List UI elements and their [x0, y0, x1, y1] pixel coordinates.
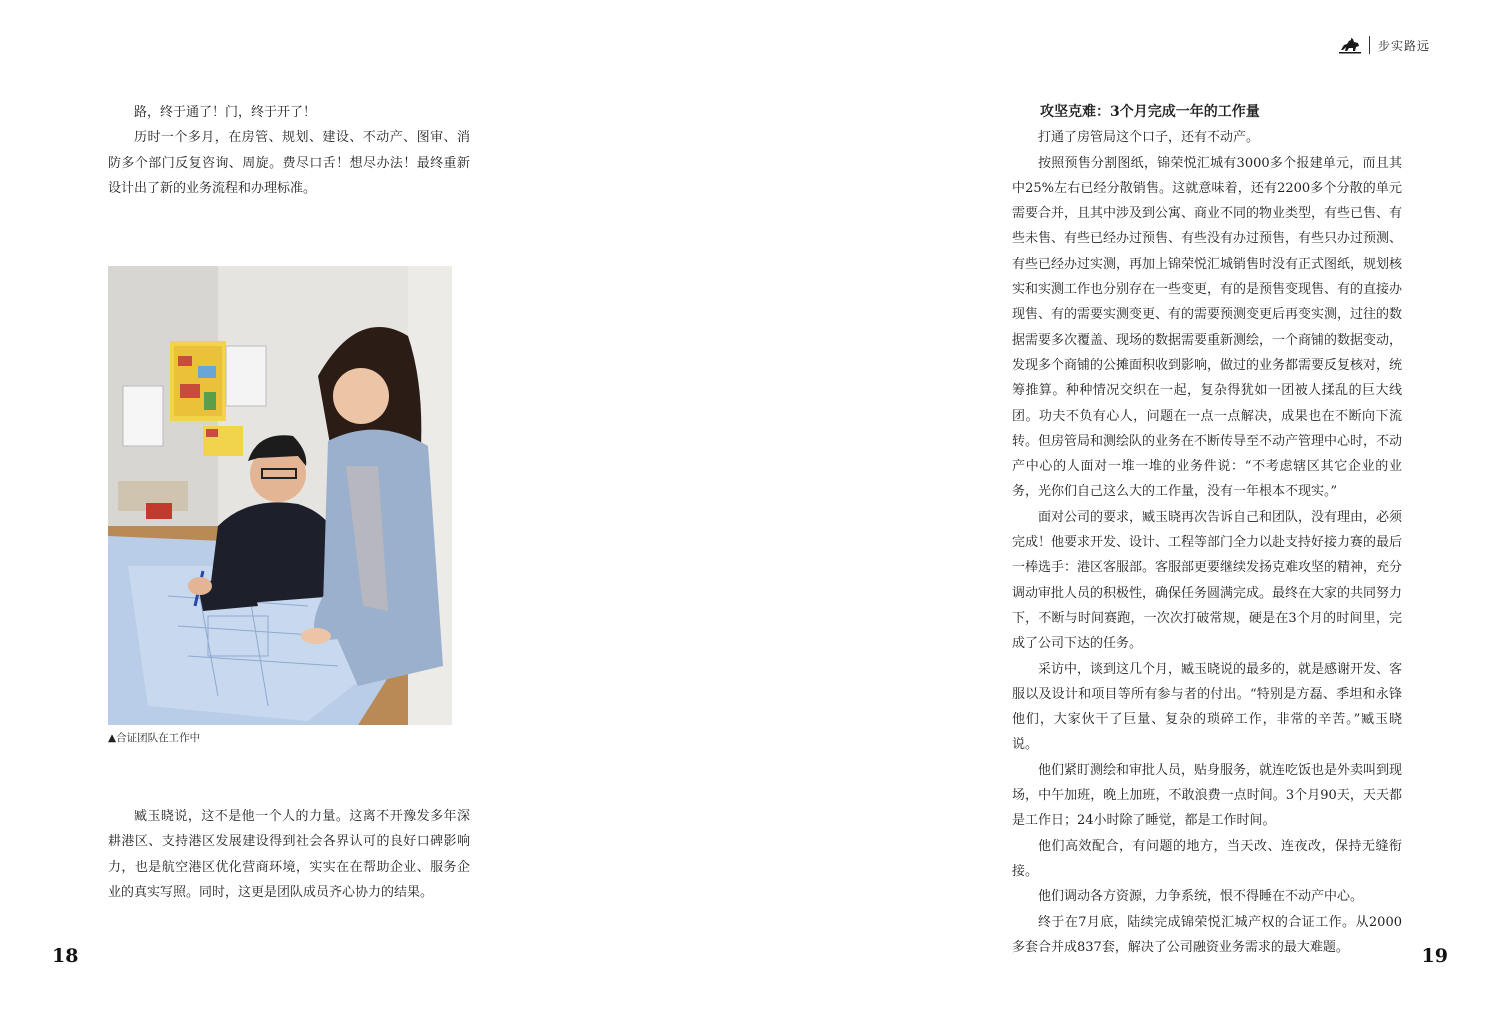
paragraph: 按照预售分割图纸，锦荣悦汇城有3000多个报建单元，而且其中25%左右已经分散销售。这就意味着，还有2200多个分散的单元需要合并，且其中涉及到公寓、商业不同的物业类型，有些已售、有些未售、有些已经办过预售、有些没有办过预售，有些只办过预测、有些已经办过实测，再加上锦荣悦汇城销售时没有正式图纸，规划核实和实测工作也分别存在一些变更，有的是预售变现售、有的直接办现售、有的需要实测变更、有的需要预测变更后再变实测，过往的数据需要多次覆盖、现场的数据需要重新测绘，一个商铺的数据变动，发现多个商铺的公摊面积收到影响，做过的业务都需要反复核对，统筹推算。种种情况交织在一起，复杂得犹如一团被人揉乱的巨大线团。功夫不负有心人，问题在一点一点解决，成果也在不断向下流转。但房管局和测绘队的业务在不断传导至不动产管理中心时，不动产中心的人面对一堆一堆的业务件说：“不考虑辖区其它企业的业务，光你们自己这么大的工作量，没有一年根本不现实。”	[1012, 155, 1403, 500]
paragraph: 他们紧盯测绘和审批人员，贴身服务，就连吃饭也是外卖叫到现场，中午加班，晚上加班，不敢浪费一点时间。3个月90天，天天都是工作日；24小时除了睡觉，都是工作时间。	[1012, 762, 1403, 829]
running-header-title: 步实路远	[1377, 38, 1430, 53]
paragraph: 面对公司的要求，臧玉晓再次告诉自己和团队，没有理由，必须完成！他要求开发、设计、工程等部门全力以赴支持好接力赛的最后一棒选手：港区客服部。客服部更要继续发扬克难攻坚的精神，充分调动审批人员的积极性，确保任务圆满完成。最终在大家的共同努力下，不断与时间赛跑，一次次打破常规，硬是在3个月的时间里，完成了公司下达的任务。	[1012, 509, 1403, 652]
paragraph: 历时一个多月，在房管、规划、建设、不动产、图审、消防多个部门反复咨询、周旋。费尽口舌！想尽办法！最终重新设计出了新的业务流程和办理标准。	[108, 130, 470, 196]
paragraph: 终于在7月底，陆续完成锦荣悦汇城产权的合证工作。从2000多套合并成837套，解决了公司融资业务需求的最大难题。	[1012, 914, 1402, 955]
paragraph: 他们调动各方资源，力争系统，恨不得睡在不动产中心。	[1038, 889, 1364, 905]
right-column-text	[1012, 100, 1402, 960]
paragraph: 他们高效配合，有问题的地方，当天改、连夜改，保持无缝衔接。	[1012, 838, 1402, 879]
team-photo	[108, 266, 452, 725]
paragraph: 路，终于通了！门，终于开了！	[134, 105, 317, 120]
right-page	[750, 0, 1500, 1018]
paragraph: 采访中，谈到这几个月，臧玉晓说的最多的，就是感谢开发、客服以及设计和项目等所有参与者的付出。“特别是方磊、季坦和永锋他们，大家伙干了巨量、复杂的琐碎工作，非常的辛苦。”臧玉晓说。	[1012, 661, 1403, 753]
left-top-text	[108, 100, 470, 201]
paragraph: 打通了房管局这个口子，还有不动产。	[1038, 130, 1260, 146]
section-heading: 攻坚克难：3个月完成一年的工作量	[1040, 104, 1260, 120]
photo-caption: ▲合证团队在工作中	[108, 732, 201, 744]
page-number: 19	[1421, 945, 1448, 967]
paragraph: 臧玉晓说，这不是他一个人的力量。这离不开豫发多年深耕港区、支持港区发展建设得到社会各界认可的良好口碑影响力，也是航空港区优化营商环境，实实在在帮助企业、服务企业的真实写照。同时，这更是团队成员齐心协力的结果。	[108, 809, 470, 900]
left-bottom-text	[108, 804, 470, 905]
horse-rider-logo	[1339, 36, 1361, 54]
header-divider	[1369, 36, 1370, 54]
page-number: 18	[52, 945, 79, 967]
running-header	[1339, 34, 1430, 56]
